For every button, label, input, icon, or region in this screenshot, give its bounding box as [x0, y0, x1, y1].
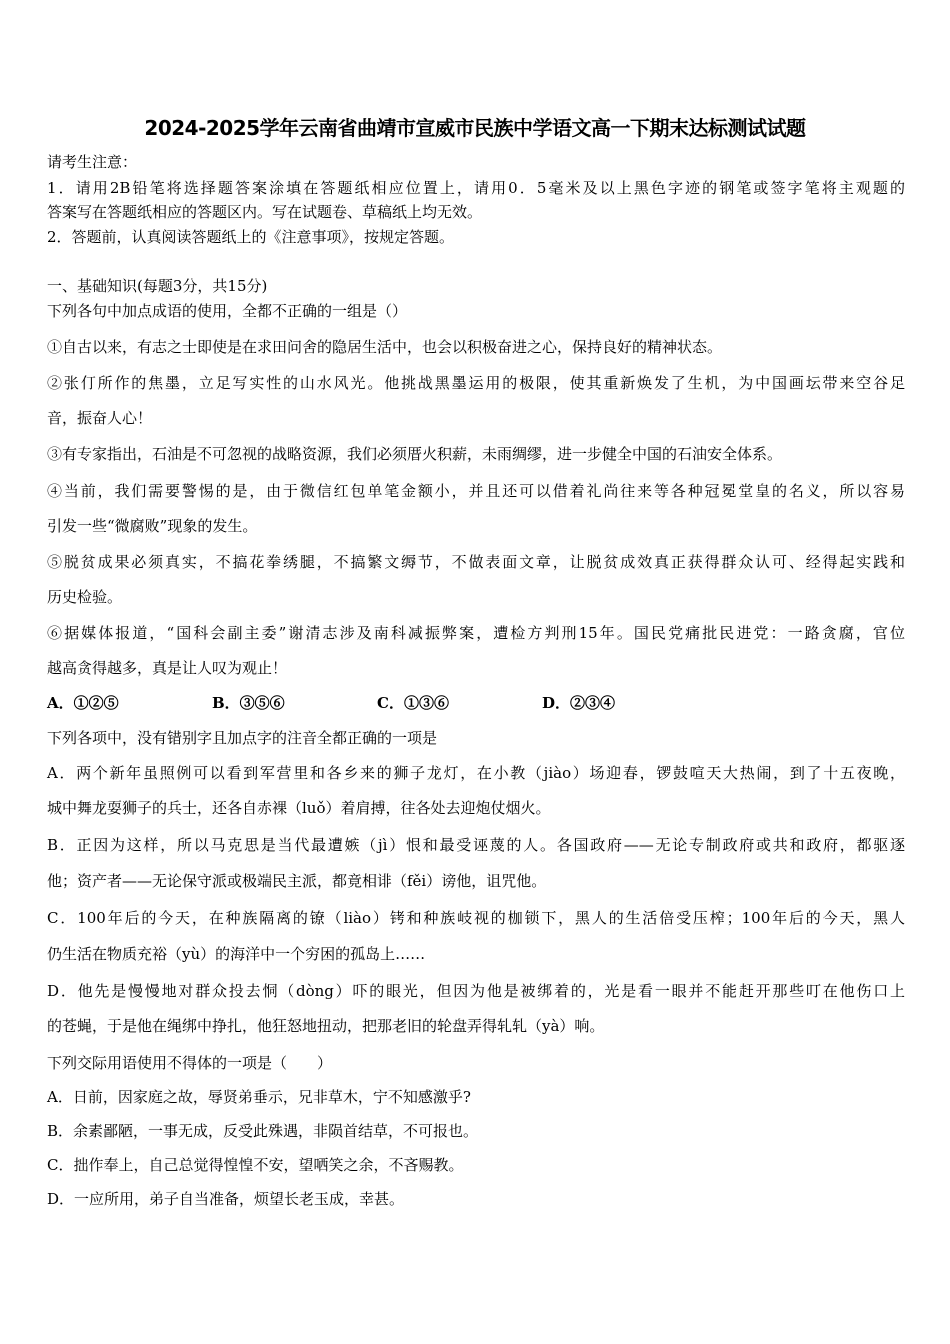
- page-title: 2024-2025学年云南省曲靖市宣威市民族中学语文高一下期末达标测试试题: [144, 116, 806, 140]
- q1-sentence-6-line-2: 越高贪得越多，真是让人叹为观止！: [47, 659, 288, 677]
- q1-option-d[interactable]: D．②③④: [542, 694, 616, 712]
- notice-item-1-line-2: 答案写在答题纸相应的答题区内。写在试题卷、草稿纸上均无效。: [47, 203, 483, 221]
- q3-option-b: B．余素鄙陋，一事无成，反受此殊遇，非陨首结草，不可报也。: [47, 1122, 479, 1140]
- q1-sentence-5-line-1: ⑤脱贫成果必须真实，不搞花拳绣腿，不搞繁文缛节，不做表面文章，让脱贫成效真正获得群众认可、经得起实践和: [47, 553, 905, 571]
- q1-option-c[interactable]: C．①③⑥: [377, 694, 449, 712]
- q1-sentence-5-line-2: 历史检验。: [47, 588, 123, 606]
- notice-heading: 请考生注意：: [47, 153, 138, 171]
- q2-option-b-line-2: 他；资产者——无论保守派或极端民主派，都竟相诽（fěi）谤他，诅咒他。: [47, 872, 547, 890]
- q3-option-a: A．日前，因家庭之故，辱贤弟垂示，兄非草木，宁不知感激乎?: [47, 1088, 471, 1106]
- q3-stem: 下列交际用语使用不得体的一项是（ ）: [47, 1054, 333, 1072]
- q2-option-c-line-2: 仍生活在物质充裕（yù）的海洋中一个穷困的孤岛上……: [47, 945, 426, 963]
- q1-option-b[interactable]: B．③⑤⑥: [212, 694, 285, 712]
- q2-option-d-line-1: D．他先是慢慢地对群众投去恫（dòng）吓的眼光，但因为他是被绑着的，光是看一眼并不能赶开那些叮在他伤口上: [47, 982, 905, 1000]
- q1-sentence-4-line-2: 引发一些“微腐败”现象的发生。: [47, 517, 258, 535]
- notice-item-1-line-1: 1．请用2B铅笔将选择题答案涂填在答题纸相应位置上，请用0．5毫米及以上黑色字迹的钢笔或签字笔将主观题的: [47, 179, 905, 197]
- q1-sentence-2-line-1: ②张仃所作的焦墨，立足写实性的山水风光。他挑战黑墨运用的极限，使其重新焕发了生机，为中国画坛带来空谷足: [47, 374, 905, 392]
- q1-sentence-1: ①自古以来，有志之士即使是在求田问舍的隐居生活中，也会以积极奋进之心，保持良好的精神状态。: [47, 338, 723, 356]
- q2-stem: 下列各项中，没有错别字且加点字的注音全都正确的一项是: [47, 729, 438, 747]
- q1-sentence-4-line-1: ④当前，我们需要警惕的是，由于微信红包单笔金额小，并且还可以借着礼尚往来等各种冠冕堂皇的名义，所以容易: [47, 482, 905, 500]
- q2-option-a-line-1: A．两个新年虽照例可以看到军营里和各乡来的狮子龙灯，在小教（jiào）场迎春，锣鼓喧天大热闹，到了十五夜晚，: [47, 764, 905, 782]
- q1-sentence-3: ③有专家指出，石油是不可忽视的战略资源，我们必须厝火积薪，未雨绸缪，进一步健全中国的石油安全体系。: [47, 445, 783, 463]
- q2-option-d-line-2: 的苍蝇，于是他在绳绑中挣扎，他狂怒地扭动，把那老旧的轮盘弄得轧轧（yà）响。: [47, 1017, 605, 1035]
- q1-sentence-2-line-2: 音，振奋人心！: [47, 409, 153, 427]
- q3-option-c: C．拙作奉上，自己总觉得惶惶不安，望哂笑之余，不吝赐教。: [47, 1156, 464, 1174]
- q1-stem: 下列各句中加点成语的使用，全都不正确的一组是（）: [47, 302, 408, 320]
- section-heading: 一、基础知识(每题3分，共15分): [47, 277, 268, 295]
- q2-option-a-line-2: 城中舞龙耍狮子的兵士，还各自赤裸（luǒ）着肩搏，往各处去迎炮仗烟火。: [47, 799, 551, 817]
- q1-option-a[interactable]: A．①②⑤: [47, 694, 119, 712]
- q2-option-b-line-1: B．正因为这样，所以马克思是当代最遭嫉（jì）恨和最受诬蔑的人。各国政府——无论专制政府或共和政府，都驱逐: [47, 836, 905, 854]
- q1-sentence-6-line-1: ⑥据媒体报道，“国科会副主委”谢清志涉及南科减振弊案，遭检方判刑15年。国民党痛批民进党：一路贪腐，官位: [47, 624, 905, 642]
- q2-option-c-line-1: C．100年后的今天，在种族隔离的镣（liào）铐和种族岐视的枷锁下，黑人的生活倍受压榨；100年后的今天，黑人: [47, 909, 905, 927]
- notice-item-2: 2．答题前，认真阅读答题纸上的《注意事项》，按规定答题。: [47, 228, 455, 246]
- q3-option-d: D．一应所用，弟子自当准备，烦望长老玉成，幸甚。: [47, 1190, 405, 1208]
